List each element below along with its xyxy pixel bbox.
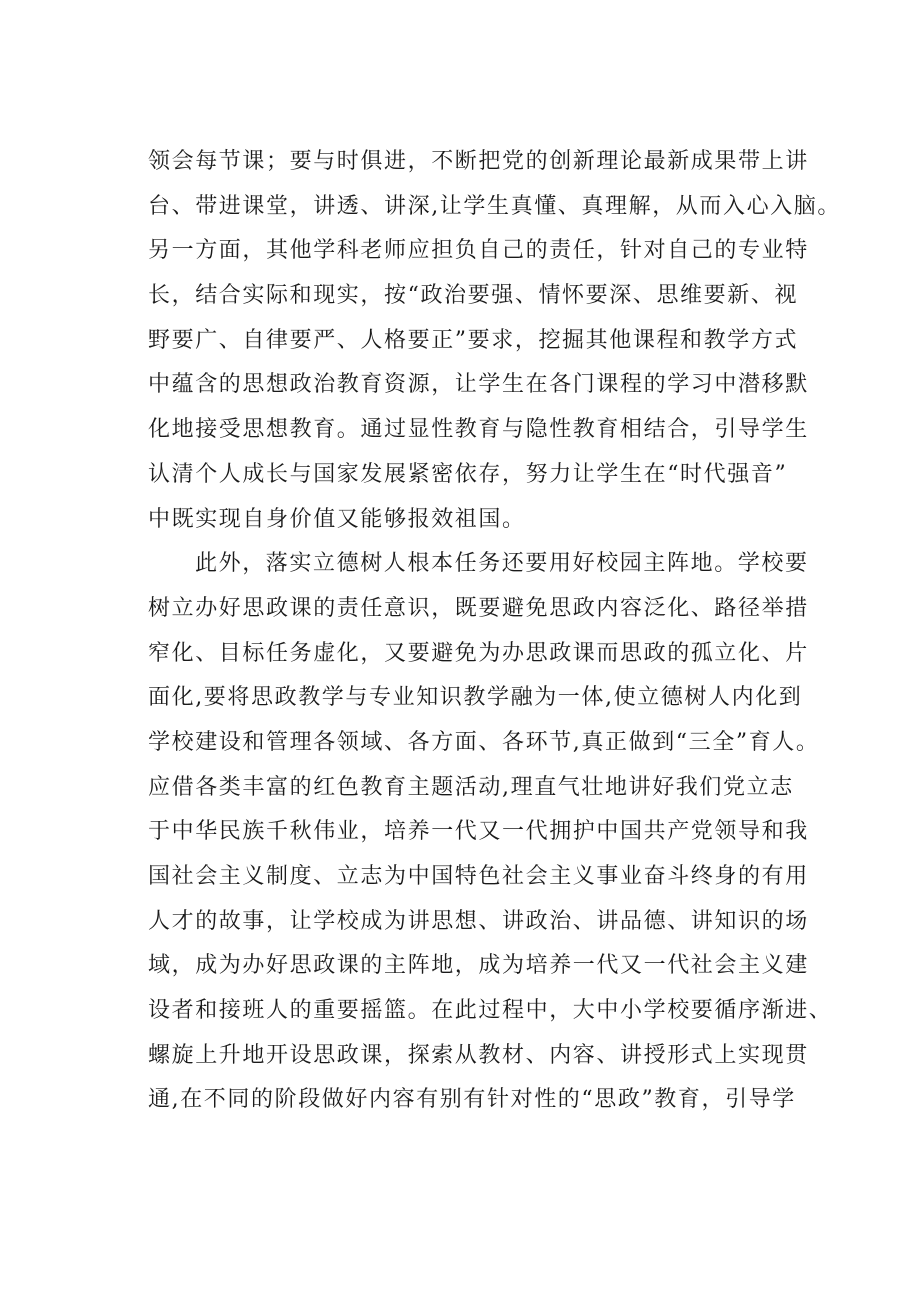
text-line: 领会每节课；要与时俱进，不断把党的创新理论最新成果带上讲: [148, 149, 809, 174]
text-line: 人才的故事，让学校成为讲思想、讲政治、讲品德、讲知识的场: [148, 908, 809, 934]
text-line: 设者和接班人的重要摇篮。在此过程中，大中小学校要循序渐进、: [148, 998, 833, 1024]
text-line: 长，结合实际和现实，按“政治要强、情怀要深、思维要新、视: [148, 283, 799, 309]
text-line: 应借各类丰富的红色教育主题活动,理直气壮地讲好我们党立志: [148, 774, 794, 800]
paragraph-1: [148, 140, 848, 542]
text-line: 域，成为办好思政课的主阵地，成为培养一代又一代社会主义建: [148, 953, 809, 979]
body-text: [148, 140, 848, 1123]
text-line: 认清个人成长与国家发展紧密依存，努力让学生在“时代强音”: [148, 461, 788, 487]
text-line: 窄化、目标任务虚化，又要避免为办思政课而思政的孤立化、片: [148, 640, 809, 666]
text-line: 此外，落实立德树人根本任务还要用好校园主阵地。学校要: [195, 551, 809, 577]
text-line: 中既实现自身价值又能够报效祖国。: [148, 506, 526, 532]
text-line: 中蕴含的思想政治教育资源，让学生在各门课程的学习中潜移默: [148, 372, 809, 398]
text-line: 面化,要将思政教学与专业知识教学融为一体,使立德树人内化到: [148, 685, 803, 711]
text-line: 另一方面，其他学科老师应担负自己的责任，针对自己的专业特: [148, 238, 809, 264]
text-line: 于中华民族千秋伟业，培养一代又一代拥护中国共产党领导和我: [148, 819, 809, 845]
text-line: 国社会主义制度、立志为中国特色社会主义事业奋斗终身的有用: [148, 864, 809, 889]
paragraph-2: [148, 542, 848, 1123]
text-line: 化地接受思想教育。通过显性教育与隐性教育相结合，引导学生: [148, 417, 809, 443]
text-line: 台、带进课堂，讲透、讲深,让学生真懂、真理解，从而入心入脑。: [148, 193, 841, 219]
text-line: 学校建设和管理各领域、各方面、各环节,真正做到“三全”育人。: [148, 729, 820, 755]
text-line: 通,在不同的阶段做好内容有别有针对性的“思政”教育，引导学: [148, 1087, 796, 1113]
text-line: 树立办好思政课的责任意识，既要避免思政内容泛化、路径举措: [148, 595, 809, 621]
text-line: 野要广、自律要严、人格要正”要求，挖掘其他课程和教学方式: [148, 327, 799, 353]
text-line: 螺旋上升地开设思政课，探索从教材、内容、讲授形式上实现贯: [148, 1042, 809, 1068]
